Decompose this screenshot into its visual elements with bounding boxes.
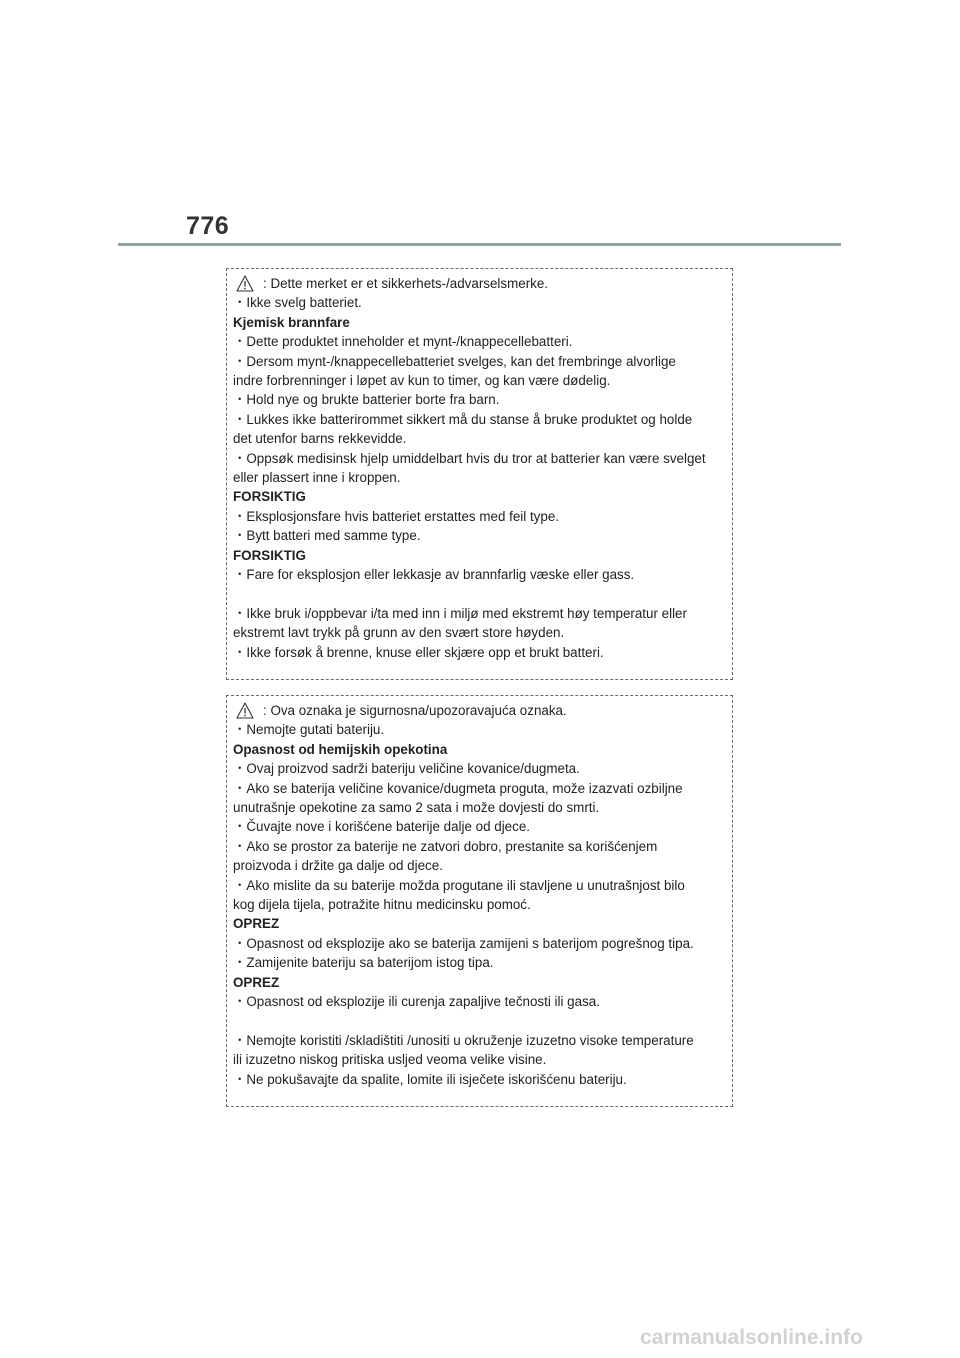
warning-lines: [233, 293, 722, 662]
warning-label-text: : Dette merket er et sikkerhets-/advarselsmerke.: [263, 276, 549, 291]
text-line: ili izuzetno niskog pritiska usljed veoma velike visine.: [233, 1052, 547, 1068]
text-line: ・Ikke forsøk å brenne, knuse eller skjære opp et brukt batteri.: [233, 644, 604, 660]
text-line: ・Dette produktet inneholder et mynt-/knappecellebatteri.: [233, 334, 573, 350]
section-heading: Opasnost od hemijskih opekotina: [233, 741, 448, 757]
warning-triangle-icon: [236, 702, 254, 719]
warning-lines: [233, 720, 722, 1089]
warning-box-croatian: [226, 695, 733, 1107]
text-line: ・Zamijenite bateriju sa baterijom istog tipa.: [233, 955, 494, 971]
text-line: ・Lukkes ikke batterirommet sikkert må du stanse å bruke produktet og holde: [233, 411, 693, 427]
text-line: unutrašnje opekotine za samo 2 sata i može dovjesti do smrti.: [233, 800, 600, 816]
text-line: ・Nemojte gutati bateriju.: [233, 722, 385, 738]
warning-header: [233, 701, 722, 720]
blank-line: [233, 1012, 722, 1031]
warning-triangle-icon: [236, 275, 254, 292]
text-line: kog dijela tijela, potražite hitnu medicinsku pomoć.: [233, 897, 531, 913]
text-line: ・Ovaj proizvod sadrži bateriju veličine kovanice/dugmeta.: [233, 761, 580, 777]
text-line: ・Ikke bruk i/oppbevar i/ta med inn i miljø med ekstremt høy temperatur eller: [233, 605, 687, 621]
text-line: proizvoda i držite ga dalje od djece.: [233, 858, 443, 874]
warning-label-text: : Ova oznaka je sigurnosna/upozoravajuća oznaka.: [263, 703, 567, 718]
page-number: 776: [186, 212, 230, 240]
blank-line: [233, 585, 722, 604]
text-line: ・Čuvajte nove i korišćene baterije dalje od djece.: [233, 819, 530, 835]
section-heading: Kjemisk brannfare: [233, 314, 350, 330]
text-line: ・Ne pokušavajte da spalite, lomite ili isječete iskorišćenu bateriju.: [233, 1071, 627, 1087]
warning-box-norwegian: [226, 268, 733, 680]
text-line: ・Ako mislite da su baterije možda progutane ili stavljene u unutrašnjost bilo: [233, 877, 685, 893]
text-line: ・Ako se baterija veličine kovanice/dugmeta proguta, može izazvati ozbiljne: [233, 780, 683, 796]
text-line: ・Nemojte koristiti /skladištiti /unositi u okruženje izuzetno visoke temperature: [233, 1032, 694, 1048]
header-divider: [118, 243, 841, 246]
text-line: ・Opasnost od eksplozije ako se baterija zamijeni s baterijom pogrešnog tipa.: [233, 935, 694, 951]
section-heading: OPREZ: [233, 974, 280, 990]
text-line: ・Ako se prostor za baterije ne zatvori dobro, prestanite sa korišćenjem: [233, 838, 658, 854]
text-line: det utenfor barns rekkevidde.: [233, 431, 407, 447]
section-heading: FORSIKTIG: [233, 489, 306, 505]
text-line: ・Bytt batteri med samme type.: [233, 528, 421, 544]
section-heading: OPREZ: [233, 916, 280, 932]
section-heading: FORSIKTIG: [233, 547, 306, 563]
watermark: carmanualsonline.info: [640, 1326, 863, 1349]
text-line: ・Eksplosjonsfare hvis batteriet erstattes med feil type.: [233, 508, 559, 524]
text-line: eller plassert inne i kroppen.: [233, 470, 401, 486]
text-line: ・Opasnost od eksplozije ili curenja zapaljive tečnosti ili gasa.: [233, 994, 600, 1010]
text-line: ekstremt lavt trykk på grunn av den svært store høyden.: [233, 625, 565, 641]
warning-header: [233, 274, 722, 293]
text-line: ・Ikke svelg batteriet.: [233, 295, 362, 311]
text-line: indre forbrenninger i løpet av kun to timer, og kan være dødelig.: [233, 373, 611, 389]
text-line: ・Dersom mynt-/knappecellebatteriet svelges, kan det frembringe alvorlige: [233, 353, 676, 369]
text-line: ・Fare for eksplosjon eller lekkasje av brannfarlig væske eller gass.: [233, 567, 635, 583]
text-line: ・Hold nye og brukte batterier borte fra barn.: [233, 392, 500, 408]
text-line: ・Oppsøk medisinsk hjelp umiddelbart hvis du tror at batterier kan være svelget: [233, 450, 706, 466]
